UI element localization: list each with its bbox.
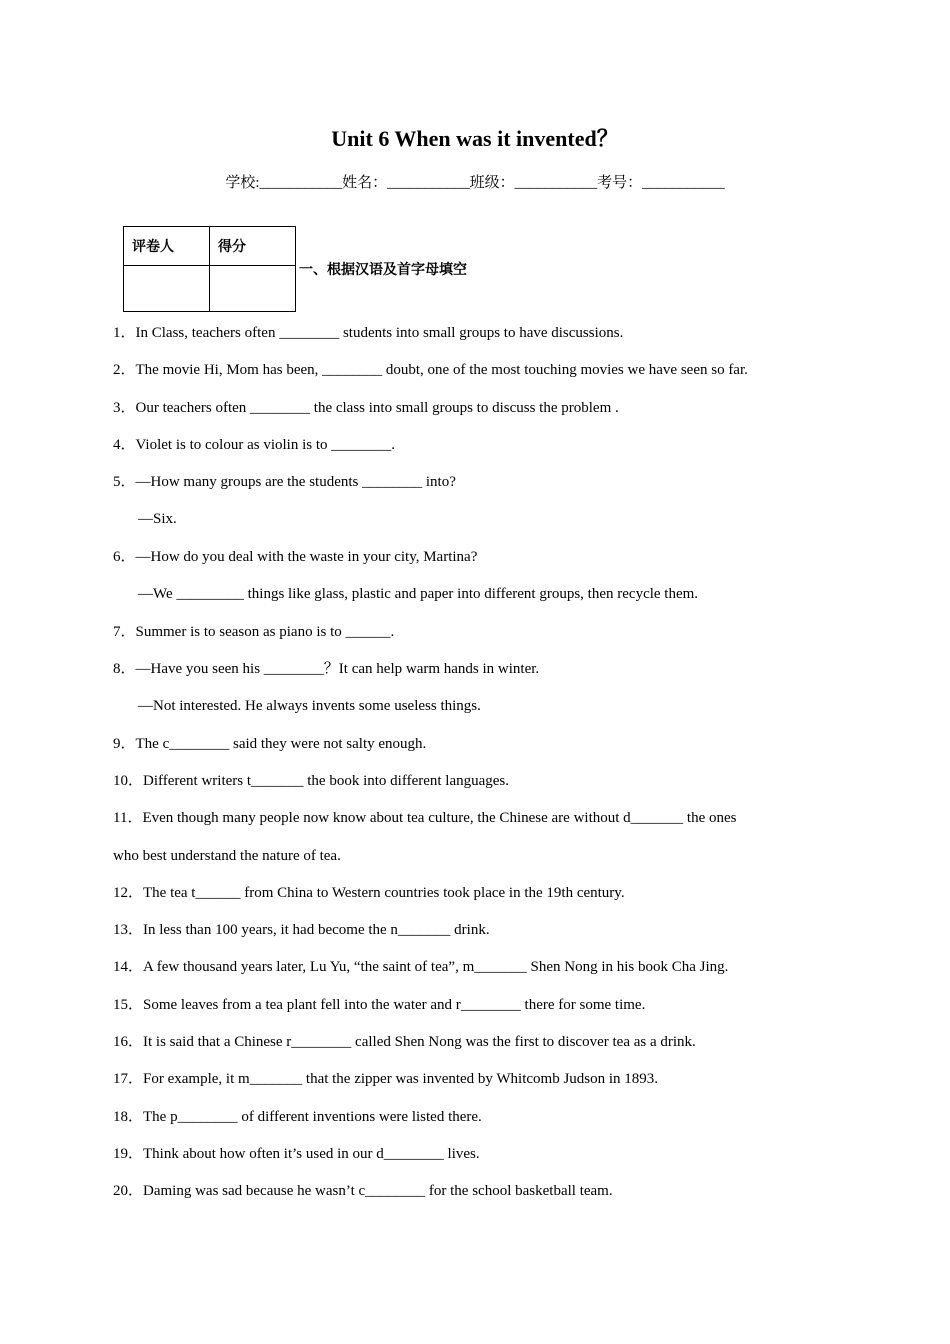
question-15: 15．Some leaves from a tea plant fell into the water and r________ there for some time. [113,997,646,1013]
question-13: 13．In less than 100 years, it had become the n_______ drink. [113,922,490,938]
student-info-line: 学校:___________姓名：___________班级：___________考号：___________ [225,175,725,191]
question-1: 1．In Class, teachers often ________ students into small groups to have discussions. [113,325,624,341]
question-16: 16．It is said that a Chinese r________ called Shen Nong was the first to discover tea as a drink. [113,1034,696,1050]
score-table [123,226,296,312]
question-8: 8．—Have you seen his ________？It can help warm hands in winter. [113,661,540,677]
question-6-answer: —We _________ things like glass, plastic and paper into different groups, then recycle them. [138,586,699,602]
grader-header: 评卷人 [124,227,210,266]
question-10: 10．Different writers t_______ the book into different languages. [113,773,510,789]
score-cell[interactable] [210,266,296,312]
question-4: 4．Violet is to colour as violin is to ________. [113,437,396,453]
question-5-answer: —Six. [138,511,177,527]
question-5: 5．—How many groups are the students ________ into? [113,474,456,490]
question-6: 6．—How do you deal with the waste in your city, Martina? [113,549,478,565]
question-17: 17．For example, it m_______ that the zipper was invented by Whitcomb Judson in 1893. [113,1071,659,1087]
grader-cell[interactable] [124,266,210,312]
question-9: 9．The c________ said they were not salty enough. [113,736,427,752]
question-14: 14．A few thousand years later, Lu Yu, “the saint of tea”, m_______ Shen Nong in his book Cha Jing. [113,959,729,975]
question-20: 20．Daming was sad because he wasn’t c________ for the school basketball team. [113,1183,613,1199]
question-11: 11．Even though many people now know about tea culture, the Chinese are without d_______ the ones [113,810,737,826]
question-2: 2．The movie Hi, Mom has been, ________ doubt, one of the most touching movies we have seen so far. [113,362,748,378]
question-3: 3．Our teachers often ________ the class into small groups to discuss the problem . [113,400,619,416]
question-12: 12．The tea t______ from China to Western countries took place in the 19th century. [113,885,625,901]
score-header: 得分 [210,227,296,266]
question-11-continued: who best understand the nature of tea. [113,848,341,864]
section-title: 一、根据汉语及首字母填空 [299,262,467,278]
question-18: 18．The p________ of different inventions were listed there. [113,1109,482,1125]
page-title: Unit 6 When was it invented？ [331,126,619,151]
question-19: 19．Think about how often it’s used in our d________ lives. [113,1146,480,1162]
question-7: 7．Summer is to season as piano is to ______. [113,624,395,640]
question-8-answer: —Not interested. He always invents some useless things. [138,698,481,714]
